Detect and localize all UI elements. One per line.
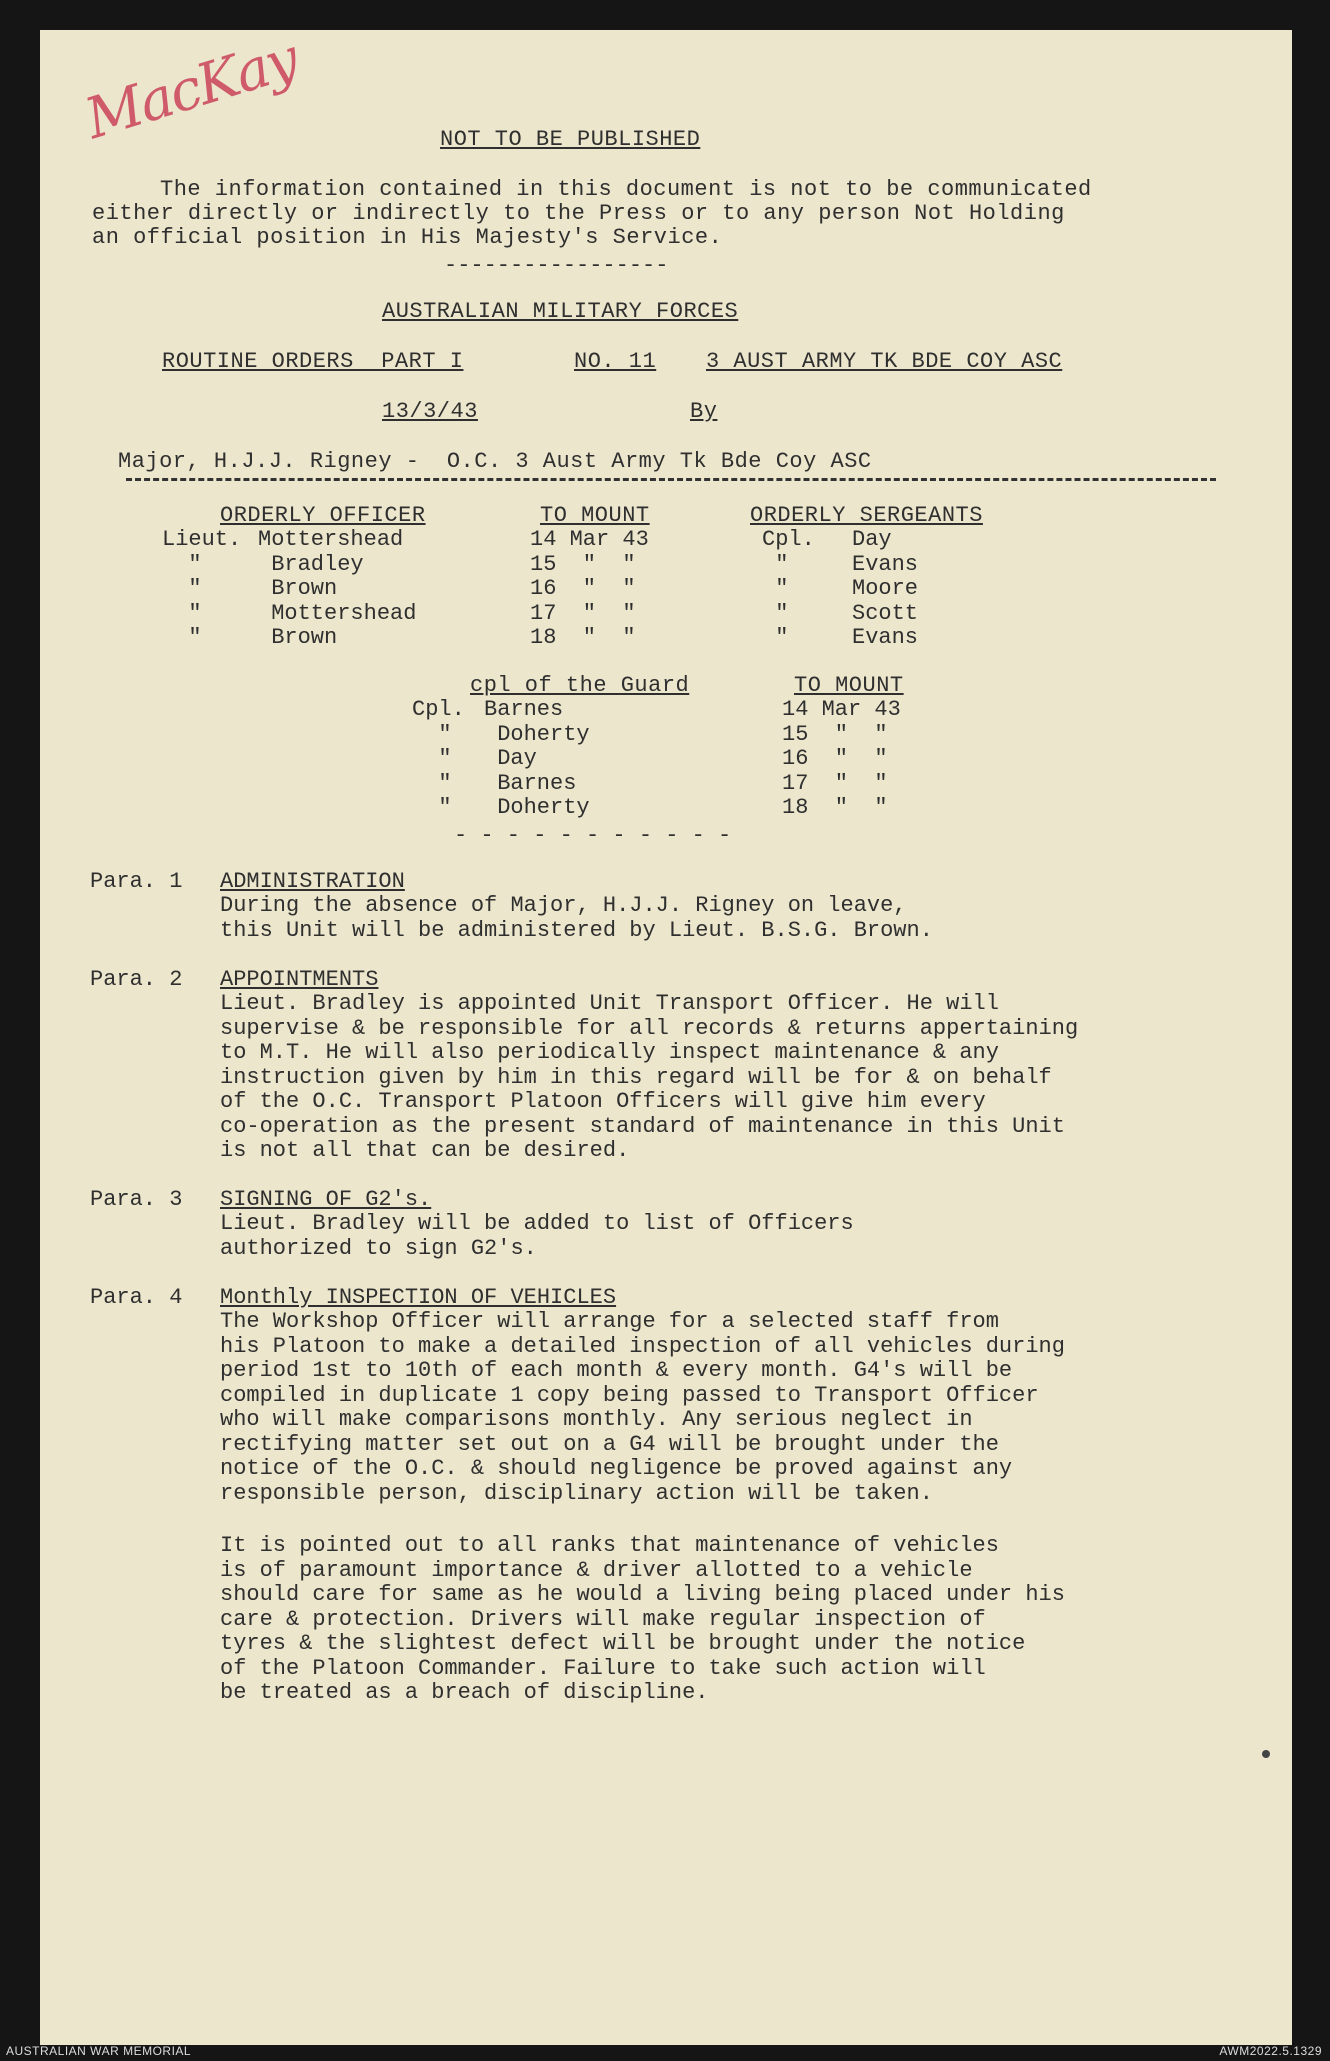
order-date: 13/3/43 — [382, 399, 478, 424]
orderly-officer-header: ORDERLY OFFICER — [220, 503, 426, 528]
roster2-names: Barnes Doherty Day Barnes Doherty — [484, 697, 590, 820]
footer-accession-number: AWM2022.5.1329 — [1219, 2044, 1322, 2058]
notice-line-2: either directly or indirectly to the Press or to any person Not Holding — [92, 201, 1065, 226]
para-2-title: APPOINTMENTS — [220, 967, 379, 992]
para-3-label: Para. 3 — [90, 1187, 183, 1212]
orders-title: ROUTINE ORDERS PART I — [162, 349, 464, 374]
para-1-label: Para. 1 — [90, 869, 183, 894]
roster1-sergeant-names: Day Evans Moore Scott Evans — [852, 527, 919, 650]
roster1-officer-names: Mottershead Bradley Brown Mottershead Brown — [258, 527, 417, 650]
para-1-text: During the absence of Major, H.J.J. Rigney on leave, this Unit will be administered by Lieut. B.S.G. Brown. — [220, 893, 933, 943]
unit-name: 3 AUST ARMY TK BDE COY ASC — [706, 349, 1063, 374]
para-2-text: Lieut. Bradley is appointed Unit Transport Officer. He will supervise & be responsible for all records & returns appertaining to M.T. He will also periodically inspect maintenance & any instruction given by him in this regard will be for & on behalf of the O.C. Transport Platoon Officers will give him every co-operation as the present standard of maintenance in this Unit is not all that can be desired. — [220, 991, 1079, 1163]
to-mount-header: TO MOUNT — [540, 503, 650, 528]
para-4-text: The Workshop Officer will arrange for a selected staff from his Platoon to make a detailed inspection of all vehicles during period 1st to 10th of each month & every month. G4's will be compiled in duplicate 1 copy being passed to Transport Officer who will make comparisons monthly. Any serious neglect in rectifying matter set out on a G4 will be brought under the notice of the O.C. & should negligence be proved against any responsible person, disciplinary action will be taken. — [220, 1309, 1065, 1506]
forces-heading: AUSTRALIAN MILITARY FORCES — [382, 299, 739, 324]
commanding-officer: Major, H.J.J. Rigney - O.C. 3 Aust Army Tk Bde Coy ASC — [118, 449, 872, 474]
cpl-guard-header: cpl of the Guard — [470, 673, 690, 698]
para-2-label: Para. 2 — [90, 967, 183, 992]
roster2-divider: - - - - - - - - - - - — [454, 823, 732, 848]
classification-heading: NOT TO BE PUBLISHED — [440, 127, 701, 152]
para-4-text-continued: It is pointed out to all ranks that maintenance of vehicles is of paramount importance & driver allotted to a vehicle should care for same as he would a living being placed under his care & protection. Drivers will make regular inspection of tyres & the slightest defect will be brought under the notice of the Platoon Commander. Failure to take such action will be treated as a breach of discipline. — [220, 1533, 1065, 1705]
para-1-title: ADMINISTRATION — [220, 869, 405, 894]
para-3-title: SIGNING OF G2's. — [220, 1187, 432, 1212]
by-label: By — [690, 399, 718, 424]
punch-mark — [1262, 1750, 1270, 1758]
roster2-ranks: Cpl. " " " " — [412, 697, 465, 820]
roster1-sergeant-ranks: Cpl. " " " " — [762, 527, 815, 650]
header-rule — [126, 478, 1216, 481]
notice-line-1: The information contained in this document is not to be communicated — [160, 177, 1092, 202]
document-page — [40, 26, 1292, 2045]
para-3-text: Lieut. Bradley will be added to list of Officers authorized to sign G2's. — [220, 1211, 854, 1261]
order-number: NO. 11 — [574, 349, 657, 374]
roster2-dates: 14 Mar 43 15 " " 16 " " 17 " " 18 " " — [782, 697, 901, 820]
roster1-officer-ranks: Lieut. " " " " — [162, 527, 242, 650]
notice-line-3: an official position in His Majesty's Service. — [92, 225, 723, 250]
para-4-label: Para. 4 — [90, 1285, 183, 1310]
footer-archive-name: AUSTRALIAN WAR MEMORIAL — [6, 2044, 192, 2058]
orderly-sergeants-header: ORDERLY SERGEANTS — [750, 503, 983, 528]
notice-divider: ----------------- — [444, 253, 669, 278]
guard-to-mount-header: TO MOUNT — [794, 673, 904, 698]
handwritten-signature: MacKay — [78, 26, 305, 153]
roster1-dates: 14 Mar 43 15 " " 16 " " 17 " " 18 " " — [530, 527, 649, 650]
para-4-title: Monthly INSPECTION OF VEHICLES — [220, 1285, 617, 1310]
